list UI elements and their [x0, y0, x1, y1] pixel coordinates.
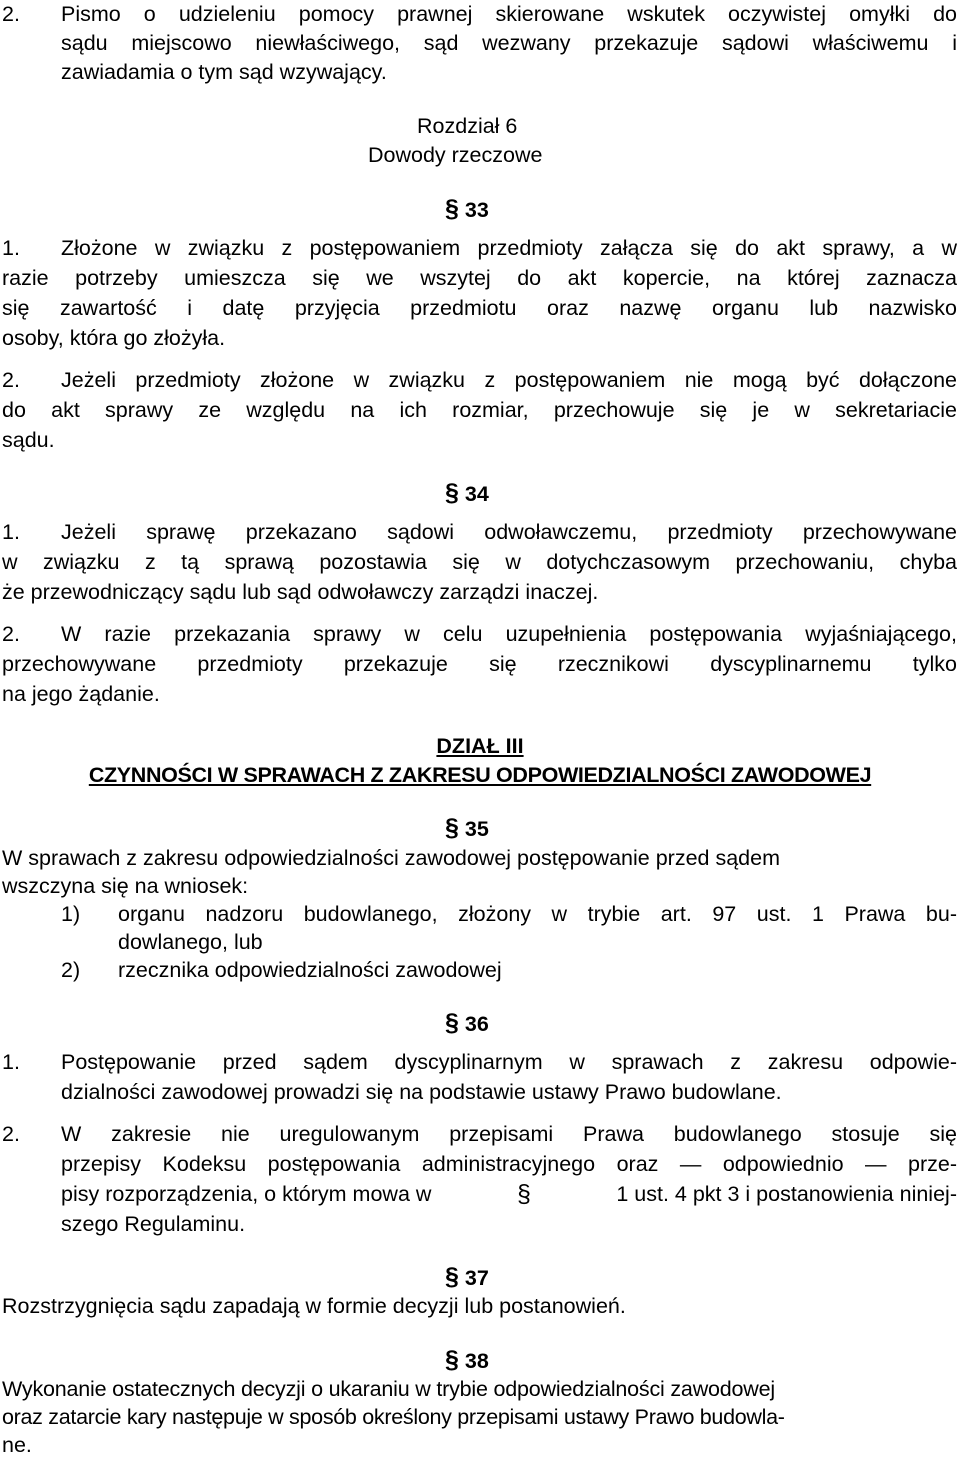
text-line: przepisy Kodeksu postępowania administracyjnego oraz — odpowiednio — prze- — [61, 1152, 957, 1176]
text-line: Pismo o udzieleniu pomocy prawnej skierowane wskutek oczywistej omyłki do — [61, 2, 957, 26]
item-number: 1. — [2, 1050, 20, 1074]
text-line: razie potrzeby umieszcza się we wszytej do akt kopercie, na której zaznacza — [2, 266, 957, 290]
text-line: że przewodniczący sądu lub sąd odwoławczy zarządzi inaczej. — [2, 580, 599, 604]
list-item-number: 2) — [61, 958, 81, 982]
text-line: zawiadamia o tym sąd wzywający. — [61, 60, 387, 84]
list-item-line: rzecznika odpowiedzialności zawodowej — [118, 958, 502, 982]
text-line: pisy rozporządzenia, o którym mowa w § 1 ust. 4 pkt 3 i postanowienia niniej- — [61, 1180, 957, 1208]
text-line: sądu miejscowo niewłaściwego, sąd wezwany przekazuje sądowi właściwemu i — [61, 31, 957, 55]
section-heading-35: § 35 — [445, 814, 489, 842]
section-sign: § — [445, 814, 459, 842]
list-item-number: 1) — [61, 902, 81, 926]
text-line: szego Regulaminu. — [61, 1212, 246, 1236]
text-line: sądu. — [2, 428, 55, 452]
text-line: oraz zatarcie kary następuje w sposób określony przepisami ustawy Prawo budowla- — [2, 1405, 785, 1429]
item-number: 1. — [2, 520, 20, 544]
text-line: osoby, która go złożyła. — [2, 326, 226, 350]
text-line: W sprawach z zakresu odpowiedzialności zawodowej postępowanie przed sądem — [2, 846, 780, 870]
text-line: dzialności zawodowej prowadzi się na podstawie ustawy Prawo budowlane. — [61, 1080, 782, 1104]
section-heading-33: § 33 — [445, 195, 489, 223]
text-line: przechowywane przedmioty przekazuje się rzecznikowi dyscyplinarnemu tylko — [2, 652, 957, 676]
text-line: Jeżeli sprawę przekazano sądowi odwoławczemu, przedmioty przechowywane — [61, 520, 957, 544]
chapter-subtitle: Dowody rzeczowe — [368, 143, 543, 167]
text-line: Postępowanie przed sądem dyscyplinarnym w sprawach z zakresu odpowie- — [61, 1050, 957, 1074]
part-subtitle: CZYNNOŚCI W SPRAWACH Z ZAKRESU ODPOWIEDZIALNOŚCI ZAWODOWEJ — [88, 763, 872, 787]
text-line: się zawartość i datę przyjęcia przedmiotu oraz nazwę organu lub nazwisko — [2, 296, 957, 320]
item-number: 2. — [2, 2, 20, 26]
section-sign: § — [445, 1009, 459, 1037]
list-item-line: organu nadzoru budowlanego, złożony w trybie art. 97 ust. 1 Prawa bu- — [118, 902, 957, 926]
section-heading-37: § 37 — [445, 1263, 489, 1291]
section-sign: § — [516, 1180, 531, 1208]
section-heading-36: § 36 — [445, 1009, 489, 1037]
text-line: Jeżeli przedmioty złożone w związku z postępowaniem nie mogą być dołączone — [61, 368, 957, 392]
text-line: w związku z tą sprawą pozostawia się w dotychczasowym przechowaniu, chyba — [2, 550, 957, 574]
text-line: W zakresie nie uregulowanym przepisami Prawa budowlanego stosuje się — [61, 1122, 957, 1146]
section-sign: § — [445, 1346, 459, 1374]
section-sign: § — [445, 479, 459, 507]
chapter-title: Rozdział 6 — [417, 114, 518, 138]
text-line: do akt sprawy ze względu na ich rozmiar, przechowuje się je w sekretariacie — [2, 398, 957, 422]
text-line: wszczyna się na wniosek: — [2, 874, 249, 898]
text-line: Rozstrzygnięcia sądu zapadają w formie decyzji lub postanowień. — [2, 1294, 626, 1318]
part-title: DZIAŁ III — [436, 734, 524, 758]
list-item-line: dowlanego, lub — [118, 930, 263, 954]
section-heading-38: § 38 — [445, 1346, 489, 1374]
text-line: W razie przekazania sprawy w celu uzupełnienia postępowania wyjaśniającego, — [61, 622, 957, 646]
item-number: 2. — [2, 1122, 20, 1146]
text-line: ne. — [2, 1433, 32, 1457]
text-line: na jego żądanie. — [2, 682, 160, 706]
item-number: 1. — [2, 236, 20, 260]
text-line: Złożone w związku z postępowaniem przedmioty załącza się do akt sprawy, a w — [61, 236, 957, 260]
text-line: Wykonanie ostatecznych decyzji o ukaraniu w trybie odpowiedzialności zawodowej — [2, 1377, 775, 1401]
item-number: 2. — [2, 368, 20, 392]
section-heading-34: § 34 — [445, 479, 489, 507]
section-sign: § — [445, 1263, 459, 1291]
item-number: 2. — [2, 622, 20, 646]
section-sign: § — [445, 195, 459, 223]
